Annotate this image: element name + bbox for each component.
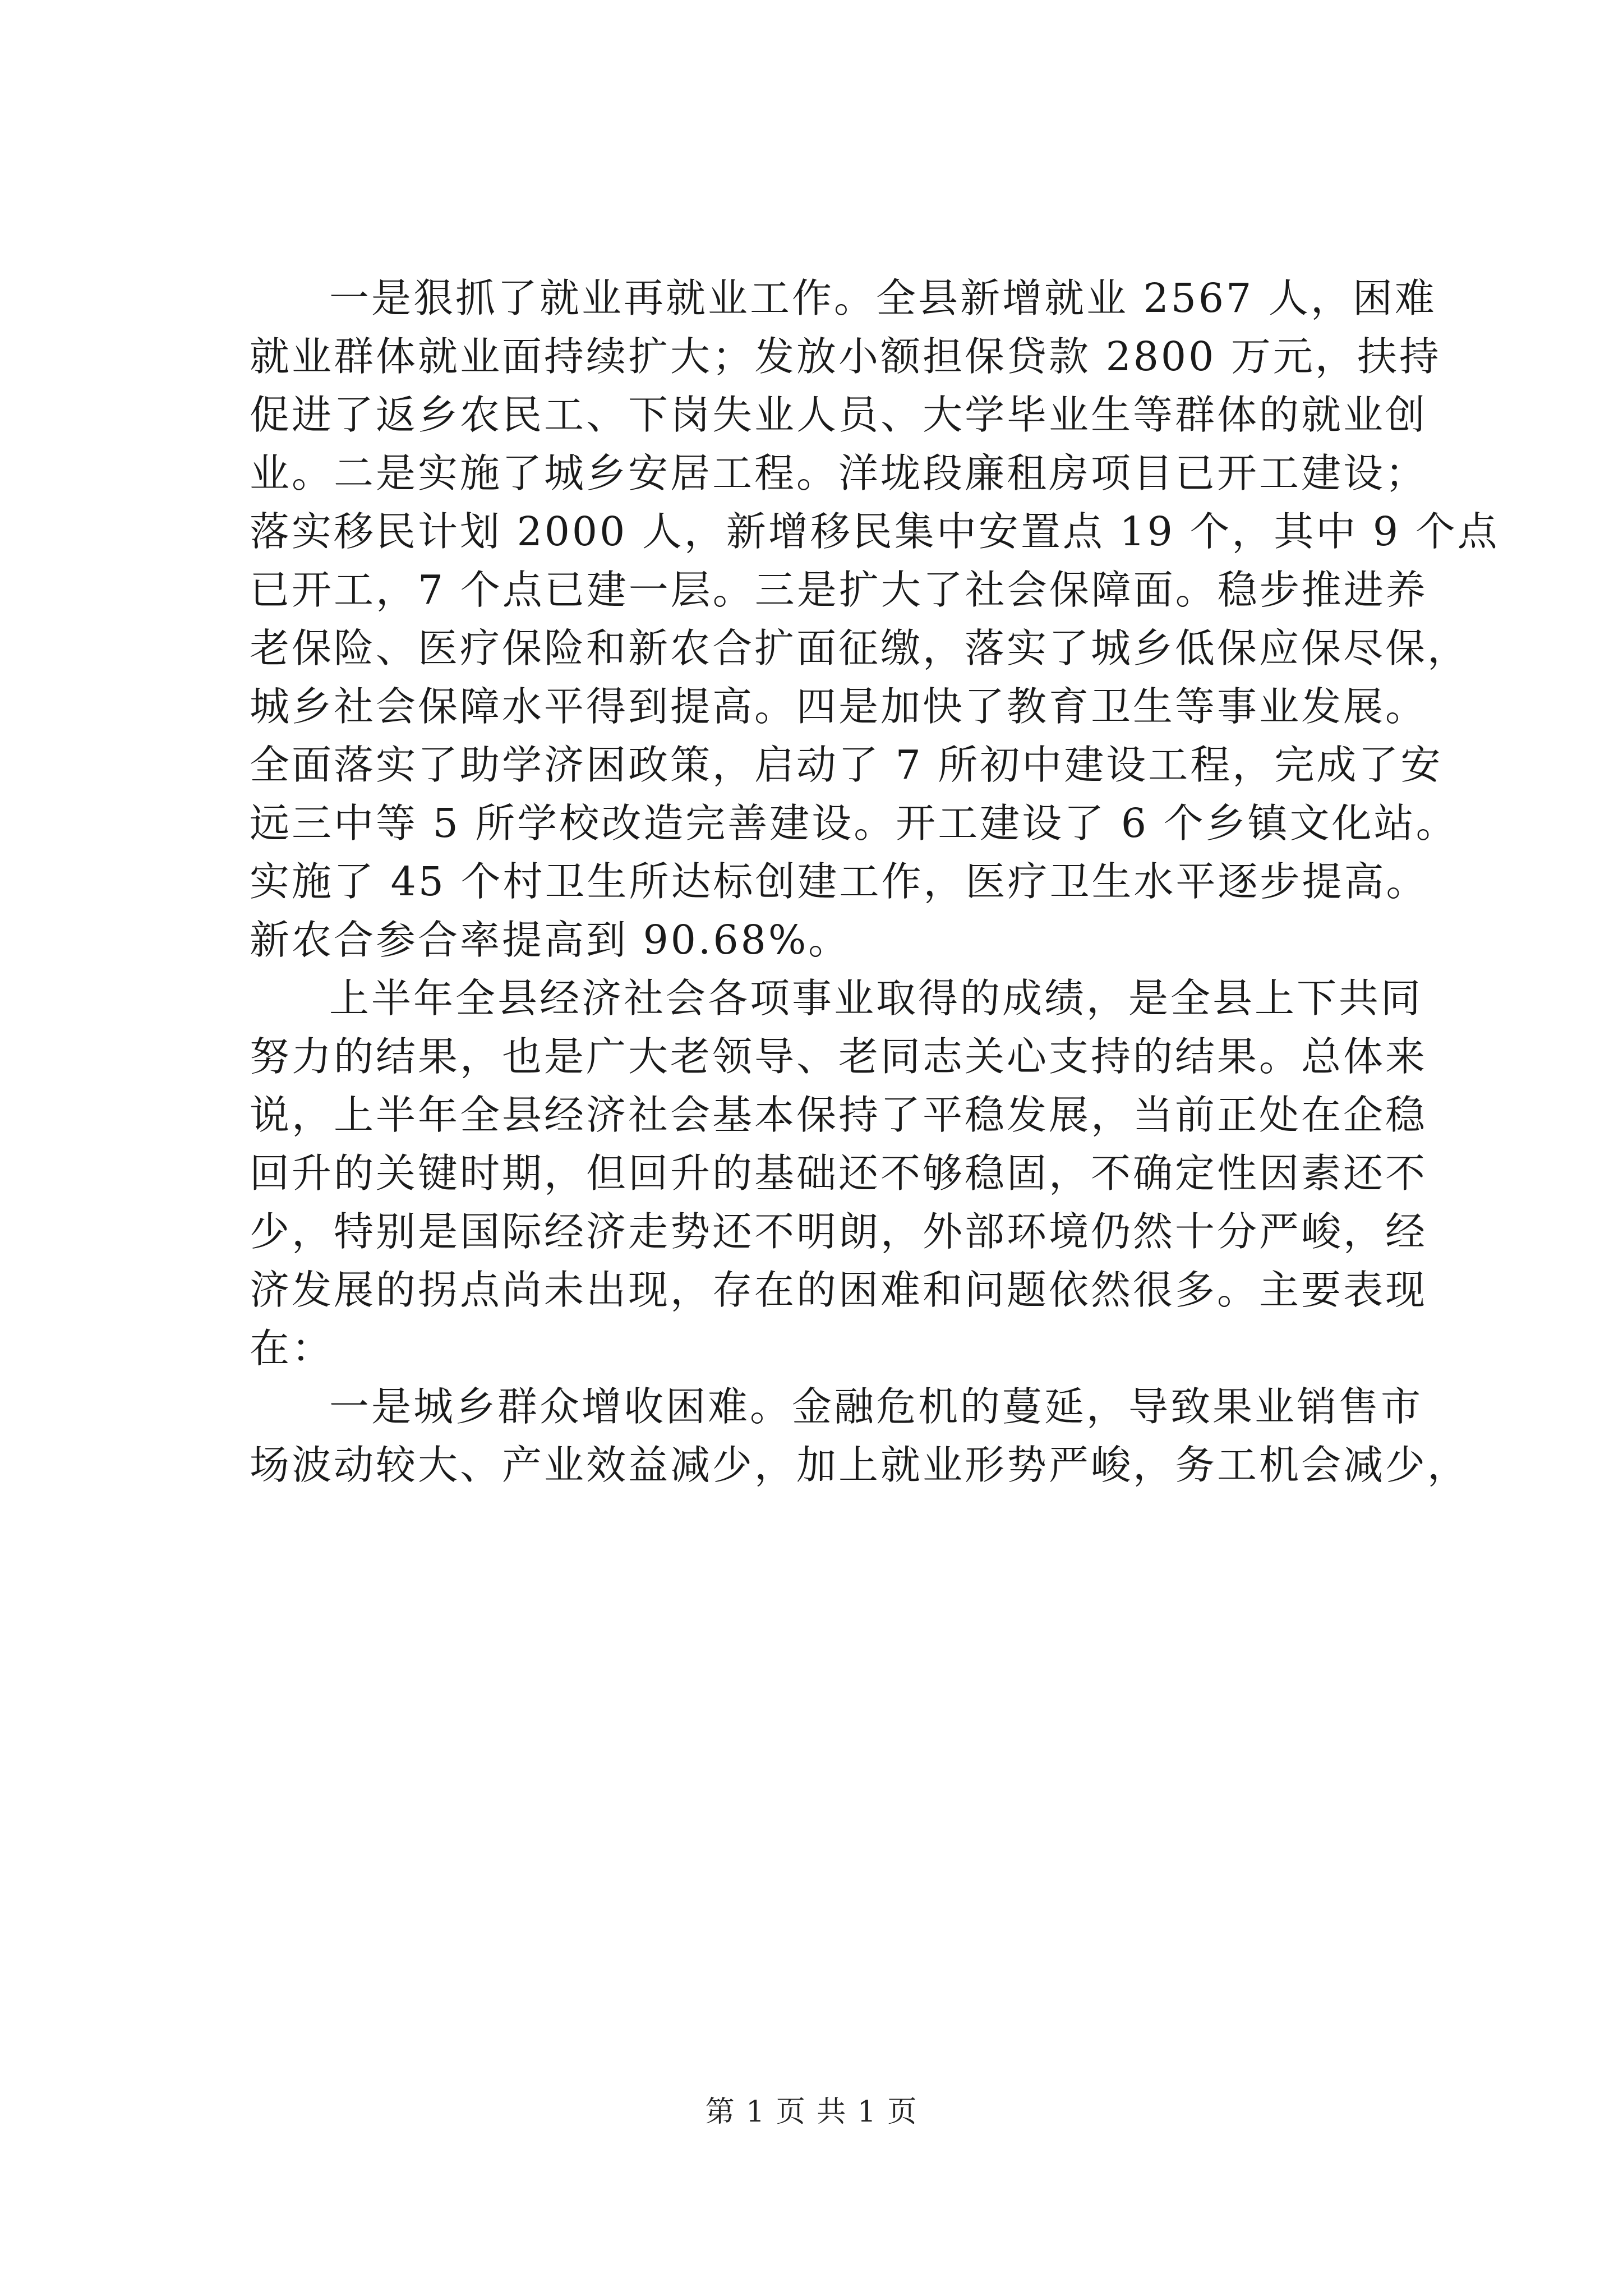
paragraph-1-line-7: 老保险、医疗保险和新农合扩面征缴，落实了城乡低保应保尽保， [250,625,1470,671]
paragraph-2-line-5: 少，特别是国际经济走势还不明朗，外部环境仍然十分严峻，经 [250,1208,1428,1255]
paragraph-2-line-1: 上半年全县经济社会各项事业取得的成绩，是全县上下共同 [329,975,1423,1022]
paragraph-2-line-3: 说，上半年全县经济社会基本保持了平稳发展，当前正处在企稳 [250,1092,1428,1138]
paragraph-1-line-5: 落实移民计划 2000 人，新增移民集中安置点 19 个，其中 9 个点 [250,508,1500,555]
paragraph-1-line-12: 新农合参合率提高到 90.68%。 [250,917,851,963]
paragraph-1-line-3: 促进了返乡农民工、下岗失业人员、大学毕业生等群体的就业创 [250,392,1428,438]
paragraph-2-line-2: 努力的结果，也是广大老领导、老同志关心支持的结果。总体来 [250,1033,1428,1080]
paragraph-1-line-11: 实施了 45 个村卫生所达标创建工作，医疗卫生水平逐步提高。 [250,858,1428,905]
paragraph-1-line-10: 远三中等 5 所学校改造完善建设。开工建设了 6 个乡镇文化站。 [250,800,1458,846]
paragraph-1-line-1: 一是狠抓了就业再就业工作。全县新增就业 2567 人，困难 [329,275,1437,321]
paragraph-1-line-2: 就业群体就业面持续扩大；发放小额担保贷款 2800 万元，扶持 [250,333,1441,380]
paragraph-2-line-4: 回升的关键时期，但回升的基础还不够稳固，不确定性因素还不 [250,1150,1428,1197]
paragraph-2-line-6: 济发展的拐点尚未出现，存在的困难和问题依然很多。主要表现 [250,1267,1428,1313]
page-number-footer: 第 1 页 共 1 页 [705,2095,918,2129]
document-body [250,269,1500,1494]
paragraph-1-line-4: 业。二是实施了城乡安居工程。洋垅段廉租房项目已开工建设； [250,450,1428,496]
paragraph-1-line-9: 全面落实了助学济困政策，启动了 7 所初中建设工程，完成了安 [250,742,1443,788]
paragraph-1-line-6: 已开工，7 个点已建一层。三是扩大了社会保障面。稳步推进养 [250,567,1428,613]
paragraph-2-line-7: 在： [250,1325,334,1372]
paragraph-3-line-1: 一是城乡群众增收困难。金融危机的蔓延，导致果业销售市 [329,1383,1423,1430]
paragraph-3-line-2: 场波动较大、产业效益减少，加上就业形势严峻，务工机会减少， [250,1442,1470,1488]
paragraph-1-line-8: 城乡社会保障水平得到提高。四是加快了教育卫生等事业发展。 [250,683,1428,730]
